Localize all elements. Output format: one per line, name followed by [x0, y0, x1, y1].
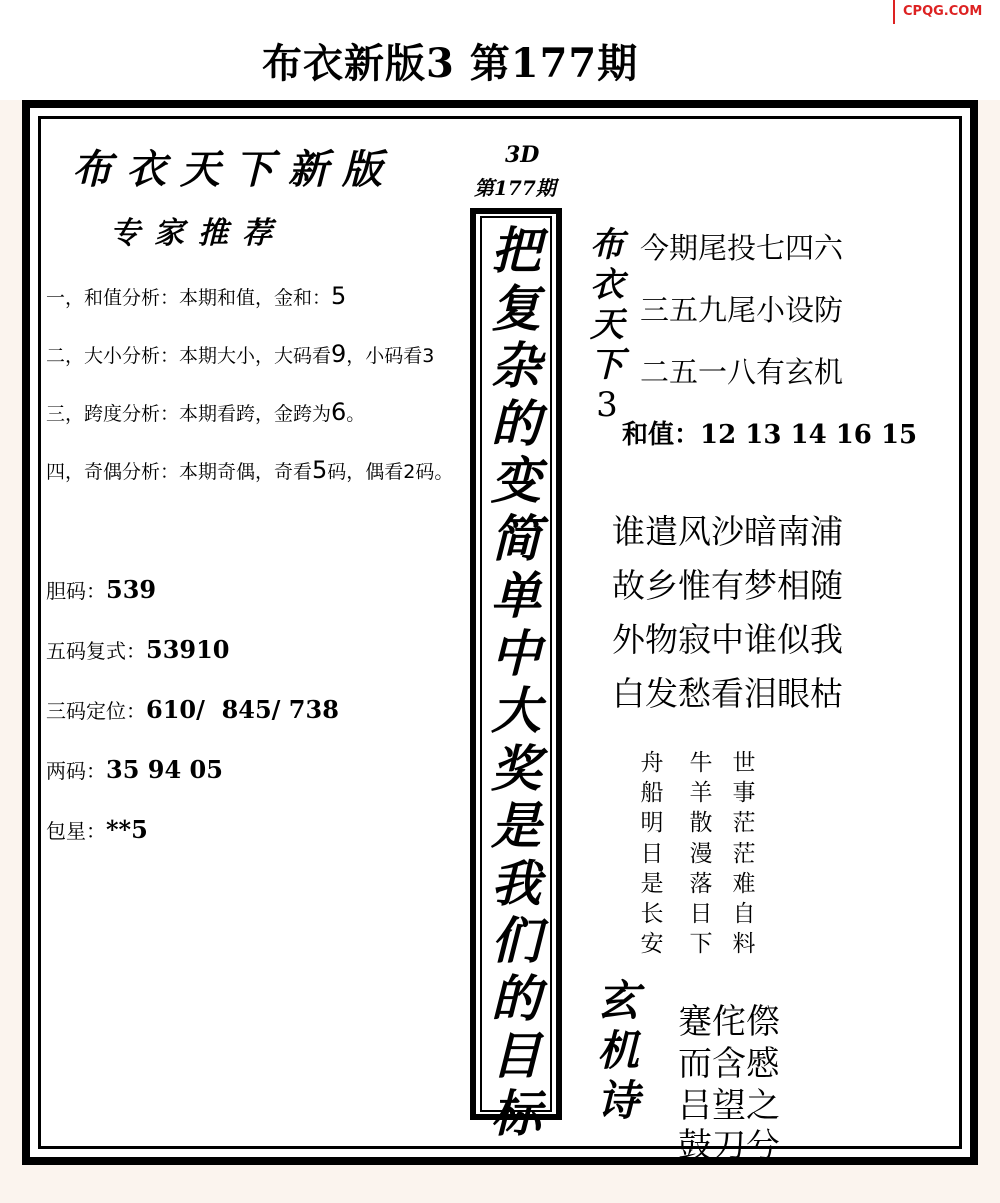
xuanji-poem-line: 而含慼: [678, 1044, 780, 1084]
analysis-line-size: [46, 340, 434, 368]
vertical-char: 日: [689, 901, 713, 928]
label-3d: 3D: [505, 142, 540, 168]
analysis-line-sum: [46, 282, 346, 310]
analysis-value: 5: [331, 282, 347, 310]
xuanji-poem-line: 鼓刀兮: [678, 1126, 780, 1166]
slogan-char: 我: [491, 853, 541, 913]
analysis-label: 二，大小分析：本期大小，大码看: [46, 345, 332, 367]
vertical-char: 料: [732, 931, 756, 958]
side-brand-vertical: [583, 225, 631, 425]
slogan-char: 目: [491, 1026, 541, 1085]
pick-value: 610/ 845/ 738: [146, 695, 339, 724]
poem-line: 外物寂中谁似我: [612, 620, 843, 659]
poem-line: 白发愁看泪眼枯: [612, 674, 843, 713]
slogan-char: 把: [491, 221, 541, 280]
slogan-char: 变: [491, 451, 541, 510]
slogan-char: 奖: [491, 738, 541, 798]
slogan-char: 复: [491, 278, 541, 338]
vertical-poem-column: [686, 748, 716, 959]
vertical-char: 长: [640, 901, 664, 928]
site-logo: CPQG.COM: [893, 0, 1000, 24]
pick-label: 胆码：: [46, 579, 106, 603]
pick-label: 两码：: [46, 759, 106, 783]
pick-value: 539: [106, 575, 157, 604]
xuanji-char: 诗: [596, 1076, 639, 1125]
pick-star: [46, 815, 148, 844]
pick-label: 包星：: [46, 819, 106, 843]
analysis-value: 9: [331, 340, 347, 368]
pick-dan: [46, 575, 156, 604]
vertical-poem-column: [729, 748, 759, 959]
vertical-char: 安: [640, 931, 664, 958]
page-title: 布衣新版3 第177期: [262, 40, 639, 87]
slogan-char: 是: [491, 796, 541, 855]
poem-line: 谁遣风沙暗南浦: [612, 512, 843, 551]
vertical-char: 明: [640, 810, 664, 837]
slogan-char: 标: [491, 1083, 541, 1143]
poem-line: 故乡惟有梦相随: [612, 566, 843, 605]
pick-label: 五码复式：: [46, 639, 146, 663]
pick-five: [46, 635, 230, 664]
xuanji-char: 玄: [596, 976, 639, 1025]
slogan-char: 的: [491, 968, 541, 1028]
vertical-char: 难: [732, 870, 756, 897]
vertical-char: 世: [732, 750, 756, 776]
slogan-char: 单: [491, 566, 541, 625]
xuanji-poem-label: [588, 976, 648, 1126]
sum-values: 12 13 14 16 15: [700, 420, 918, 450]
tail-poem-line: 今期尾投七四六: [640, 231, 844, 265]
vertical-char: 船: [640, 780, 664, 807]
brand-title: 布衣天下新版: [72, 146, 396, 193]
slogan-char: 大: [491, 681, 541, 740]
issue-number: 第177期: [474, 176, 556, 200]
vertical-char: 落: [689, 870, 713, 897]
side-brand-char: 3: [596, 385, 618, 425]
vertical-char: 茫: [732, 840, 756, 867]
slogan-char: 的: [491, 393, 541, 453]
analysis-label: 四，奇偶分析：本期奇偶，奇看: [46, 461, 313, 483]
side-brand-char: 天: [590, 305, 624, 345]
vertical-char: 日: [640, 840, 664, 867]
sum-values-line: [622, 414, 917, 451]
vertical-char: 自: [732, 901, 756, 928]
vertical-char: 散: [689, 810, 713, 837]
analysis-suffix: 。: [346, 403, 366, 425]
slogan-char: 简: [491, 508, 541, 568]
analysis-suffix: ，小码看3: [346, 345, 435, 367]
analysis-suffix: 码，偶看2码。: [327, 461, 454, 483]
pick-two: [46, 755, 223, 784]
vertical-char: 漫: [689, 840, 713, 867]
analysis-label: 三，跨度分析：本期看跨，金跨为: [46, 403, 332, 425]
vertical-char: 是: [640, 870, 664, 897]
vertical-char: 羊: [689, 780, 713, 807]
tail-poem-line: 三五九尾小设防: [640, 293, 844, 327]
vertical-char: 下: [689, 931, 713, 958]
analysis-value: 5: [312, 456, 328, 484]
side-brand-char: 布: [590, 225, 624, 265]
tail-poem-line: 二五一八有玄机: [640, 355, 844, 389]
pick-value: **5: [106, 815, 148, 844]
slogan-char: 中: [491, 623, 541, 683]
slogan-char: 杂: [491, 336, 541, 395]
vertical-char: 茫: [732, 810, 756, 837]
expert-title: 专家推荐: [110, 216, 286, 251]
side-brand-char: 下: [590, 345, 624, 385]
analysis-value: 6: [331, 398, 347, 426]
pick-label: 三码定位：: [46, 699, 146, 723]
analysis-label: 一，和值分析：本期和值，金和：: [46, 287, 332, 309]
pick-value: 35 94 05: [106, 755, 223, 784]
xuanji-char: 机: [596, 1026, 639, 1075]
pick-value: 53910: [146, 635, 230, 664]
side-brand-char: 衣: [590, 265, 624, 305]
analysis-line-span: [46, 398, 365, 426]
xuanji-poem-line: 吕望之: [678, 1086, 780, 1126]
blank-box: [33, 28, 213, 90]
vertical-char: 牛: [689, 750, 713, 776]
vertical-char: 事: [732, 780, 756, 807]
slogan-vertical: [480, 222, 552, 1142]
analysis-line-parity: [46, 456, 453, 484]
vertical-char: 舟: [640, 750, 664, 776]
xuanji-poem-line: 蹇侘傺: [678, 1002, 780, 1042]
pick-three-position: [46, 695, 339, 724]
slogan-char: 们: [491, 911, 541, 970]
vertical-poem-column: [637, 748, 667, 959]
sum-label: 和值：: [622, 420, 701, 450]
